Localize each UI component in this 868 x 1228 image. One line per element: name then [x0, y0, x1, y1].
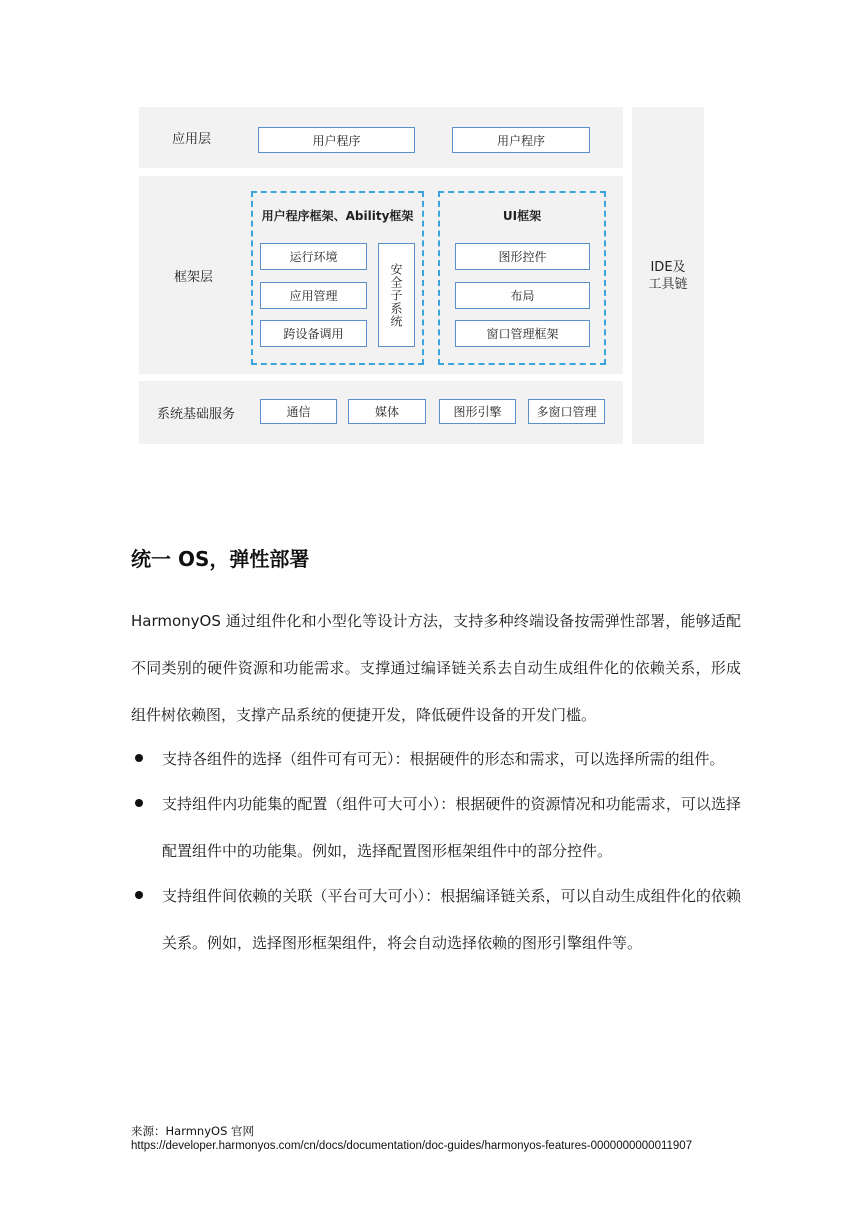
bullet-text: 支持组件间依赖的关联（平台可大可小）：根据编译链关系，可以自动生成组件化的依赖关系。例如，选择图形框架组件，将会自动选择依赖的图形引擎组件等。	[162, 887, 741, 952]
layout-box: 布局	[455, 282, 590, 309]
ui-framework-title: UI框架	[502, 209, 542, 223]
security-subsystem-label: 安全子系统	[389, 262, 403, 328]
bullet-dot	[135, 799, 143, 807]
ide-toolchain-panel	[632, 107, 704, 444]
security-subsystem-box	[378, 243, 415, 347]
source-label: 来源：HarmnyOS 官网	[131, 1124, 255, 1138]
multi-window-management-box: 多窗口管理	[528, 399, 605, 424]
app-box-user-program-2: 用户程序	[452, 127, 590, 153]
bullet-dot	[135, 891, 143, 899]
media-box: 媒体	[348, 399, 426, 424]
bullet-dot	[135, 754, 143, 762]
cross-device-call-box: 跨设备调用	[260, 320, 367, 347]
app-box-user-program-1: 用户程序	[258, 127, 415, 153]
graphic-controls-box: 图形控件	[455, 243, 590, 270]
graphics-engine-box: 图形引擎	[439, 399, 516, 424]
section-title: 统一 OS，弹性部署	[131, 547, 310, 571]
bullet-item-1	[131, 736, 741, 783]
ability-framework-title: 用户程序框架、Ability框架	[261, 209, 414, 223]
system-layer-label: 系统基础服务	[157, 407, 236, 422]
bullet-item-3	[131, 873, 741, 967]
app-management-box: 应用管理	[260, 282, 367, 309]
ide-label-line1: IDE及	[650, 259, 686, 275]
bullet-text: 支持各组件的选择（组件可有可无）：根据硬件的形态和需求，可以选择所需的组件。	[162, 750, 725, 768]
intro-paragraph: HarmonyOS 通过组件化和小型化等设计方法，支持多种终端设备按需弹性部署，能够适配不同类别的硬件资源和功能需求。支撑通过编译链关系去自动生成组件化的依赖关系，形成组件树依赖图，支撑产品系统的便捷开发，降低硬件设备的开发门槛。	[131, 612, 741, 724]
app-layer-label: 应用层	[172, 132, 212, 147]
framework-layer-label: 框架层	[174, 269, 214, 285]
bullet-item-2	[131, 781, 741, 875]
bullet-text: 支持组件内功能集的配置（组件可大可小）：根据硬件的资源情况和功能需求，可以选择配置组件中的功能集。例如，选择配置图形框架组件中的部分控件。	[162, 795, 741, 860]
runtime-env-box: 运行环境	[260, 243, 367, 270]
window-management-framework-box: 窗口管理框架	[455, 320, 590, 347]
source-url[interactable]: https://developer.harmonyos.com/cn/docs/documentation/doc-guides/harmonyos-features-0000000000011907	[131, 1140, 693, 1152]
ide-label-line2: 工具链	[648, 276, 688, 292]
communication-box: 通信	[260, 399, 337, 424]
